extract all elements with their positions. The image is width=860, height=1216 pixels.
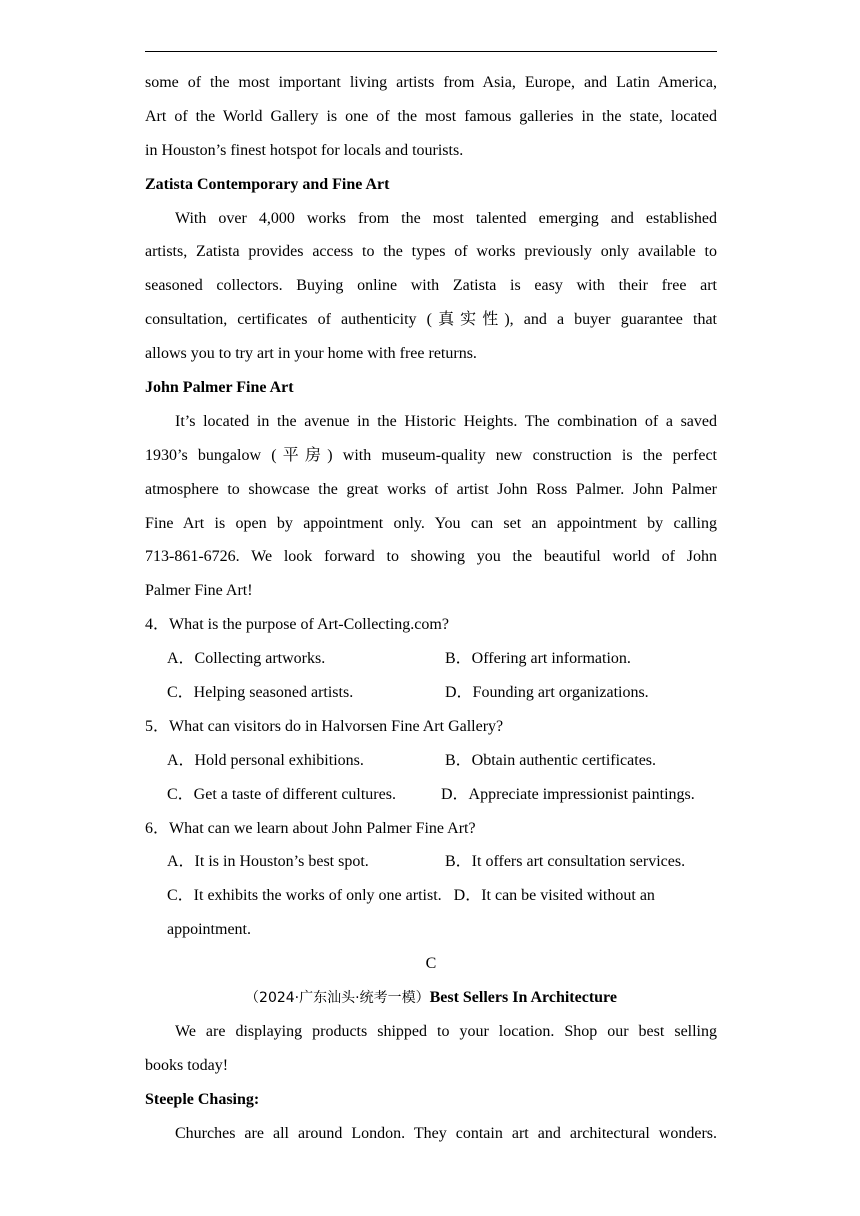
text-line: Fine Art is open by appointment only. You can set an appointment by calling xyxy=(145,514,717,532)
text-line: Churches are all around London. They contain art and architectural wonders. xyxy=(175,1124,717,1142)
passage-title: Best Sellers In Architecture xyxy=(429,989,617,1007)
option-c[interactable]: C．Get a taste of different cultures. xyxy=(167,785,396,803)
text-line: We are displaying products shipped to your location. Shop our best selling xyxy=(175,1022,717,1040)
option-d[interactable]: D．Founding art organizations. xyxy=(445,684,649,702)
text-line: Palmer Fine Art! xyxy=(145,582,253,600)
text-line: atmosphere to showcase the great works of artist John Ross Palmer. John Palmer xyxy=(145,480,717,498)
option-c[interactable]: C．Helping seasoned artists. xyxy=(167,684,354,702)
source-tag: （2024·广东汕头·统考一模） xyxy=(245,990,430,1007)
question-stem: 6．What can we learn about John Palmer Fine Art? xyxy=(145,819,476,837)
gallery-heading-palmer: John Palmer Fine Art xyxy=(145,379,294,397)
option-a[interactable]: A．Hold personal exhibitions. xyxy=(167,751,364,769)
option-d[interactable]: D．Appreciate impressionist paintings. xyxy=(441,785,695,803)
question-stem: 4．What is the purpose of Art-Collecting.com? xyxy=(145,616,449,634)
text-line: consultation, certificates of authenticity (真实性), and a buyer guarantee that xyxy=(145,311,717,329)
section-title xyxy=(145,981,717,1015)
option-b[interactable]: B．Obtain authentic certificates. xyxy=(445,751,657,769)
option-b[interactable]: B．It offers art consultation services. xyxy=(445,853,686,871)
page-content xyxy=(145,66,717,1151)
text-line: seasoned collectors. Buying online with Zatista is easy with their free art xyxy=(145,277,717,295)
text-line: some of the most important living artists from Asia, Europe, and Latin America, xyxy=(145,74,717,91)
text-line: allows you to try art in your home with free returns. xyxy=(145,345,477,363)
text-line: Art of the World Gallery is one of the most famous galleries in the state, located xyxy=(145,107,717,125)
option-row xyxy=(145,676,717,710)
section-letter: C xyxy=(425,955,437,973)
option-row xyxy=(145,778,717,812)
option-b[interactable]: B．Offering art information. xyxy=(445,650,631,668)
option-row xyxy=(145,642,717,676)
question-stem: 5．What can visitors do in Halvorsen Fine Art Gallery? xyxy=(145,717,504,735)
option-row xyxy=(145,845,717,879)
option-a[interactable]: A．Collecting artworks. xyxy=(167,650,326,668)
option-a[interactable]: A．It is in Houston’s best spot. xyxy=(167,853,369,871)
text-line: It’s located in the avenue in the Historic Heights. The combination of a saved xyxy=(175,412,717,430)
text-line: in Houston’s finest hotspot for locals and tourists. xyxy=(145,141,464,159)
text-line: books today! xyxy=(145,1056,229,1074)
option-c-d-line[interactable]: C．It exhibits the works of only one artist. D．It can be visited without an xyxy=(167,887,655,905)
gallery-heading-zatista: Zatista Contemporary and Fine Art xyxy=(145,175,390,193)
option-row xyxy=(145,744,717,778)
header-rule xyxy=(145,51,717,52)
text-line: artists, Zatista provides access to the types of works previously only available to xyxy=(145,243,717,261)
text-line: 1930’s bungalow (平房) with museum-quality new construction is the perfect xyxy=(145,446,717,464)
sub-heading: Steeple Chasing: xyxy=(145,1090,260,1108)
text-line: 713-861-6726. We look forward to showing you the beautiful world of John xyxy=(145,548,717,566)
option-d-continued: appointment. xyxy=(167,921,251,939)
text-line: With over 4,000 works from the most talented emerging and established xyxy=(175,209,717,227)
